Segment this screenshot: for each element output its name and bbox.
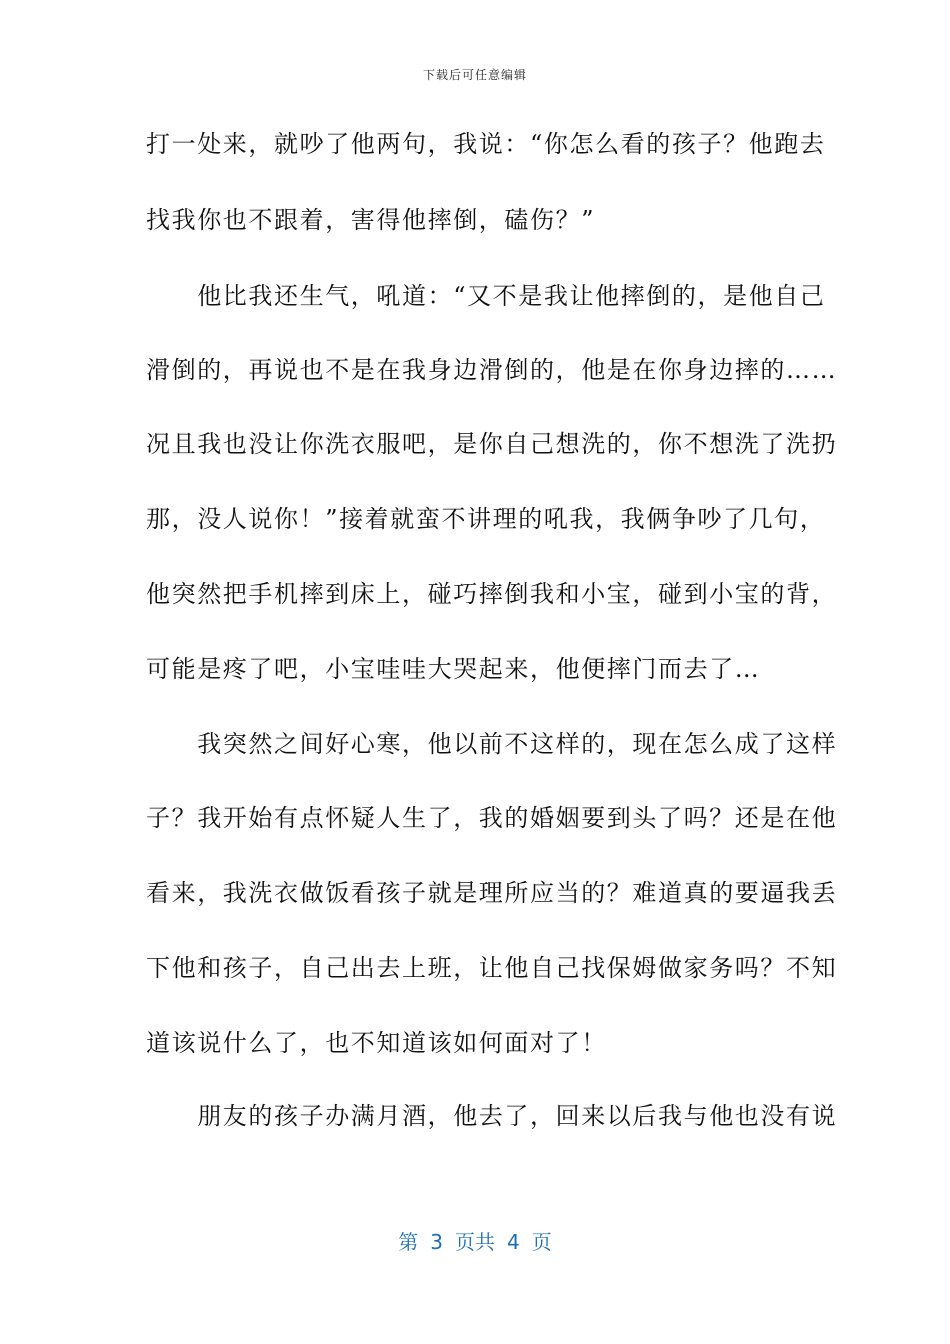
- text-line: 况且我也没让你洗衣服吧，是你自己想洗的，你不想洗了洗扔: [146, 430, 838, 458]
- text-line: 我突然之间好心寒，他以前不这样的，现在怎么成了这样: [146, 730, 838, 758]
- current-page-number: 3: [430, 1230, 443, 1254]
- page-header: 下载后可任意编辑: [422, 68, 527, 82]
- text-line: 滑倒的，再说也不是在我身边滑倒的，他是在你身边摔的……: [146, 356, 838, 384]
- text-line: 他突然把手机摔到床上，碰巧摔倒我和小宝，碰到小宝的背，: [146, 580, 838, 608]
- text-line: 子？我开始有点怀疑人生了，我的婚姻要到头了吗？还是在他: [146, 804, 838, 832]
- total-pages-number: 4: [507, 1230, 520, 1254]
- text-line: 道该说什么了，也不知道该如何面对了！: [146, 1029, 607, 1057]
- text-line: 那，没人说你！”接着就蛮不讲理的吼我，我俩争吵了几句，: [146, 505, 826, 533]
- text-line: 打一处来，就吵了他两句，我说：“你怎么看的孩子？他跑去: [146, 130, 826, 158]
- text-line: 可能是疼了吧，小宝哇哇大哭起来，他便摔门而去了…: [146, 655, 761, 683]
- page-mid: 页共: [455, 1230, 495, 1254]
- text-line: 看来，我洗衣做饭看孩子就是理所应当的？难道真的要逼我丢: [146, 879, 838, 907]
- page-suffix: 页: [531, 1230, 552, 1254]
- text-line: 找我你也不跟着，害得他摔倒，磕伤？”: [146, 206, 596, 234]
- text-line: 他比我还生气，吼道：“又不是我让他摔倒的，是他自己: [146, 282, 826, 310]
- text-line: 朋友的孩子办满月酒，他去了，回来以后我与他也没有说: [146, 1102, 838, 1130]
- page-prefix: 第: [398, 1230, 419, 1254]
- text-line: 下他和孩子，自己出去上班，让他自己找保姆做家务吗？不知: [146, 954, 838, 982]
- page-footer: [0, 1226, 950, 1255]
